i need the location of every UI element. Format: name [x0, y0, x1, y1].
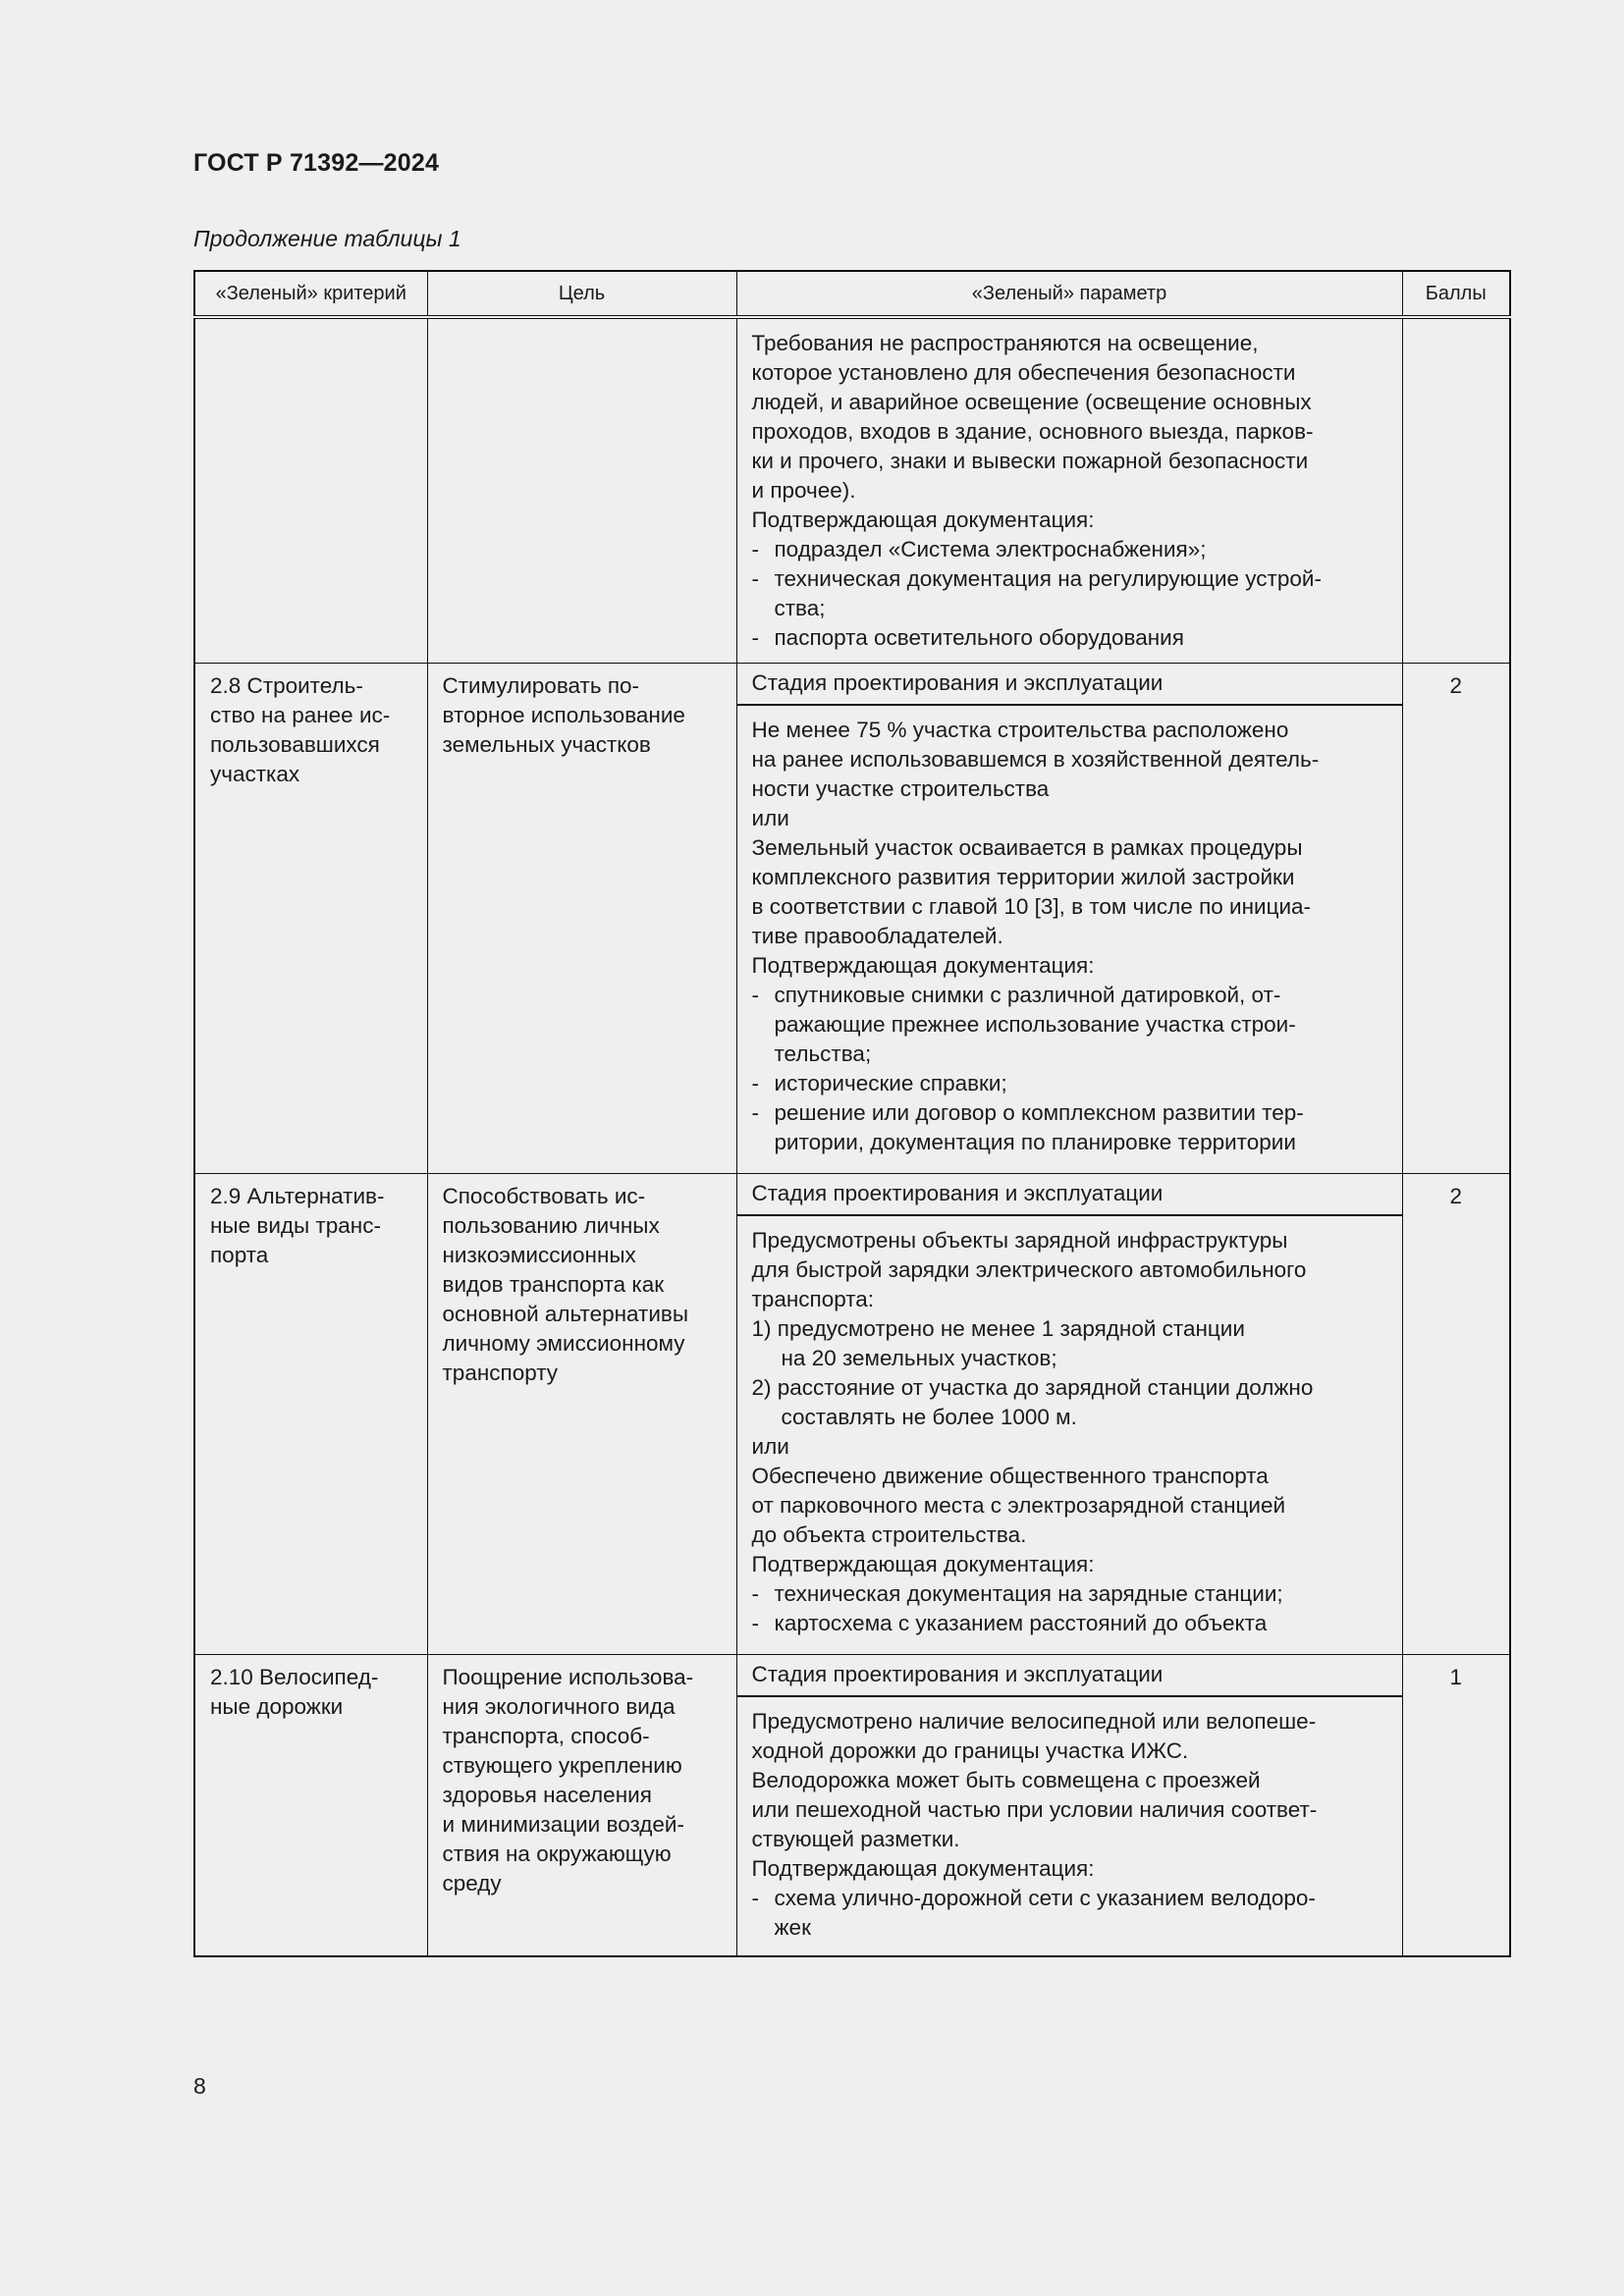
parameter-line: Не менее 75 % участка строительства расположено — [751, 717, 1289, 742]
doc-list-item: - паспорта осветительного оборудования — [751, 625, 1184, 650]
goal-cell — [427, 663, 736, 1173]
doc-list-item-cont: жек — [774, 1914, 811, 1940]
doc-list-item: - исторические справки; — [751, 1070, 1007, 1095]
stage-label: Стадия проектирования и эксплуатации — [737, 1174, 1402, 1216]
score-value: 1 — [1449, 1664, 1462, 1689]
criterion-line: 2.10 Велосипед- — [210, 1664, 379, 1689]
parameter-line: Подтверждающая документация: — [751, 1551, 1095, 1576]
goal-line: личному эмиссионному — [442, 1330, 685, 1356]
parameter-line: ствующей разметки. — [751, 1826, 960, 1851]
doc-list-item-cont: ства; — [774, 596, 826, 620]
table-row-2-8 — [194, 663, 1510, 1173]
parameter-line: людей, и аварийное освещение (освещение основных — [751, 390, 1312, 414]
goal-cell — [427, 1654, 736, 1956]
goal-line: ствующего укреплению — [442, 1752, 682, 1778]
criterion-line: участках — [210, 761, 300, 786]
numbered-item-cont: на 20 земельных участков; — [781, 1345, 1057, 1370]
goal-line: пользованию личных — [442, 1212, 660, 1238]
parameter-line: в соответствии с главой 10 [3], в том числе по инициа- — [751, 893, 1312, 919]
goal-line: здоровья населения — [442, 1782, 652, 1807]
parameter-line: на ранее использовавшемся в хозяйственной деятель- — [751, 746, 1320, 772]
table-caption: Продолжение таблицы 1 — [193, 226, 461, 251]
column-header-goal: Цель — [427, 271, 736, 317]
doc-list-item: - решение или договор о комплексном развитии тер- — [751, 1099, 1304, 1125]
page-number: 8 — [193, 2073, 206, 2099]
parameter-line: для быстрой зарядки электрического автомобильного — [751, 1256, 1307, 1282]
score-cell — [1402, 663, 1510, 1173]
goal-line: среду — [442, 1870, 502, 1896]
parameter-line: или — [751, 805, 789, 830]
numbered-item: 1) предусмотрено не менее 1 зарядной станции — [751, 1315, 1245, 1341]
parameter-line: до объекта строительства. — [751, 1522, 1027, 1547]
criterion-cell — [194, 663, 427, 1173]
parameter-line: Земельный участок осваивается в рамках процедуры — [751, 834, 1303, 860]
parameter-line: Требования не распространяются на освещение, — [751, 331, 1259, 355]
stage-label: Стадия проектирования и эксплуатации — [737, 1655, 1402, 1697]
numbered-item: 2) расстояние от участка до зарядной станции должно — [751, 1374, 1314, 1400]
parameter-line: ности участке строительства — [751, 775, 1050, 801]
parameter-line: Предусмотрено наличие велосипедной или велопеше- — [751, 1708, 1317, 1734]
goal-line: Поощрение использова- — [442, 1664, 694, 1689]
parameter-cell — [736, 317, 1402, 663]
parameter-line: Подтверждающая документация: — [751, 507, 1095, 532]
doc-list-item: - картосхема с указанием расстояний до объекта — [751, 1610, 1268, 1635]
criterion-line: 2.8 Строитель- — [210, 672, 363, 698]
parameter-line: проходов, входов в здание, основного выезда, парков- — [751, 419, 1314, 444]
doc-list-item: - подраздел «Система электроснабжения»; — [751, 537, 1207, 561]
parameter-line: тиве правообладателей. — [751, 923, 1003, 948]
doc-list-item-cont: ражающие прежнее использование участка строи- — [774, 1011, 1296, 1037]
goal-line: и минимизации воздей- — [442, 1811, 684, 1837]
goal-line: транспорту — [442, 1360, 559, 1385]
doc-list-item: - техническая документация на регулирующие устрой- — [751, 566, 1322, 591]
goal-line: Способствовать ис- — [442, 1183, 646, 1208]
parameter-line: Предусмотрены объекты зарядной инфраструктуры — [751, 1227, 1288, 1253]
parameter-line: ходной дорожки до границы участка ИЖС. — [751, 1737, 1189, 1763]
criterion-line: порта — [210, 1242, 269, 1267]
criterion-cell — [194, 317, 427, 663]
parameter-line: или пешеходной частью при условии наличия соответ- — [751, 1796, 1318, 1822]
score-value: 2 — [1449, 672, 1462, 698]
parameter-cell — [736, 1654, 1402, 1956]
score-cell — [1402, 317, 1510, 663]
goal-cell — [427, 1173, 736, 1654]
parameter-line: Велодорожка может быть совмещена с проезжей — [751, 1767, 1261, 1792]
parameter-line: транспорта: — [751, 1286, 875, 1311]
parameter-cell — [736, 663, 1402, 1173]
parameter-cell — [736, 1173, 1402, 1654]
criterion-line: 2.9 Альтернатив- — [210, 1183, 385, 1208]
goal-line: Стимулировать по- — [442, 672, 640, 698]
criteria-table — [193, 270, 1511, 1957]
numbered-item-cont: составлять не более 1000 м. — [781, 1404, 1077, 1429]
document-code: ГОСТ Р 71392—2024 — [193, 149, 440, 177]
goal-line: видов транспорта как — [442, 1271, 665, 1297]
parameter-line: от парковочного места с электрозарядной станцией — [751, 1492, 1286, 1518]
doc-list-item-cont: ритории, документация по планировке территории — [774, 1129, 1296, 1154]
column-header-criterion: «Зеленый» критерий — [194, 271, 427, 317]
table-row-2-10 — [194, 1654, 1510, 1956]
parameter-line: и прочее). — [751, 478, 856, 503]
goal-cell — [427, 317, 736, 663]
column-header-score: Баллы — [1402, 271, 1510, 317]
doc-list-item-cont: тельства; — [774, 1041, 872, 1066]
goal-line: земельных участков — [442, 731, 651, 757]
table-header-row — [194, 271, 1510, 317]
parameter-line: Обеспечено движение общественного транспорта — [751, 1463, 1269, 1488]
column-header-parameter: «Зеленый» параметр — [736, 271, 1402, 317]
table-row-continued — [194, 317, 1510, 663]
parameter-line: комплексного развития территории жилой застройки — [751, 864, 1295, 889]
criterion-line: пользовавшихся — [210, 731, 380, 757]
parameter-line: ки и прочего, знаки и вывески пожарной безопасности — [751, 449, 1309, 473]
criterion-cell — [194, 1173, 427, 1654]
parameter-line: Подтверждающая документация: — [751, 1855, 1095, 1881]
doc-list-item: - техническая документация на зарядные станции; — [751, 1580, 1283, 1606]
criterion-line: ство на ранее ис- — [210, 702, 391, 727]
goal-line: низкоэмиссионных — [442, 1242, 636, 1267]
goal-line: ния экологичного вида — [442, 1693, 676, 1719]
goal-line: вторное использование — [442, 702, 685, 727]
doc-list-item: - схема улично-дорожной сети с указанием велодоро- — [751, 1885, 1316, 1910]
score-cell — [1402, 1654, 1510, 1956]
stage-label: Стадия проектирования и эксплуатации — [737, 664, 1402, 706]
goal-line: ствия на окружающую — [442, 1841, 672, 1866]
score-value: 2 — [1449, 1183, 1462, 1208]
doc-list-item: - спутниковые снимки с различной датировкой, от- — [751, 982, 1281, 1007]
score-cell — [1402, 1173, 1510, 1654]
parameter-line: или — [751, 1433, 789, 1459]
goal-line: основной альтернативы — [442, 1301, 689, 1326]
parameter-line: которое установлено для обеспечения безопасности — [751, 360, 1296, 385]
criterion-line: ные дорожки — [210, 1693, 344, 1719]
parameter-line: Подтверждающая документация: — [751, 952, 1095, 978]
criterion-line: ные виды транс- — [210, 1212, 381, 1238]
table-row-2-9 — [194, 1173, 1510, 1654]
goal-line: транспорта, способ- — [442, 1723, 650, 1748]
criterion-cell — [194, 1654, 427, 1956]
